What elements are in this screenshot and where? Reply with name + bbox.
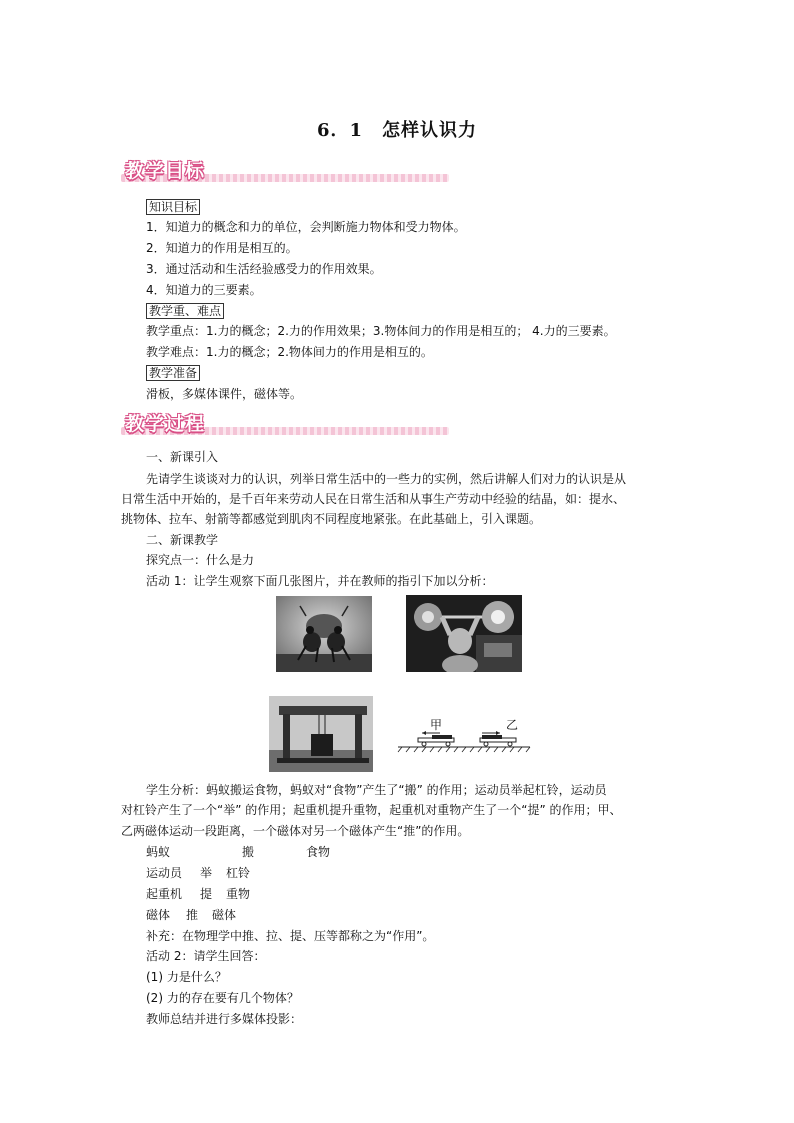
crane-photo (269, 696, 373, 772)
goal-item: 4．知道力的三要素。 (146, 283, 262, 297)
label-yi: 乙 (506, 718, 519, 732)
question-1: (1) 力是什么？ (146, 970, 227, 984)
intro-paragraph-line: 先请学生谈谈对力的认识，列举日常生活中的一些力的实例，然后讲解人们对力的认识是从 (146, 472, 627, 486)
key-heading: 教学重、难点 (146, 303, 224, 319)
ants-photo (276, 596, 372, 672)
analysis-line: 对杠铃产生了一个“举” 的作用；起重机提升重物，起重机对重物产生了一个“提” 的作用；甲、 (121, 803, 622, 817)
intro-paragraph-line: 日常生活中开始的，是千百年来劳动人民在日常生活和从事生产劳动中经验的结晶，如：提水、 (121, 492, 626, 506)
magnet-carts-figure (396, 712, 532, 756)
goal-item: 1．知道力的概念和力的单位，会判断施力物体和受力物体。 (146, 220, 466, 234)
analysis-line: 乙两磁体运动一段距离，一个磁体对另一个磁体产生“推”的作用。 (121, 824, 470, 838)
question-2: (2) 力的存在要有几个物体？ (146, 991, 299, 1005)
teacher-summary: 教师总结并进行多媒体投影： (146, 1012, 303, 1026)
banner-label: 教学过程 (125, 413, 206, 435)
goal-item: 2．知道力的作用是相互的。 (146, 241, 298, 255)
knowledge-heading: 知识目标 (146, 199, 200, 215)
pair-row: 运动员 举 杠铃 (146, 866, 251, 880)
analysis-line: 学生分析：蚂蚁搬运食物，蚂蚁对“食物”产生了“搬” 的作用；运动员举起杠铃，运动员 (146, 783, 607, 797)
key-point: 教学重点：1.力的概念；2.力的作用效果；3.物体间力的作用是相互的； 4.力的三要素。 (146, 324, 616, 338)
explore-point: 探究点一：什么是力 (146, 553, 255, 567)
activity-1: 活动 1：让学生观察下面几张图片，并在教师的指引下加以分析： (146, 574, 494, 588)
supplement: 补充：在物理学中推、拉、提、压等都称之为“作用”。 (146, 929, 435, 943)
section-banner-goals (121, 160, 449, 182)
page-title: 6．1 怎样认识力 (316, 120, 478, 141)
pair-row: 蚂蚁 搬 食物 (146, 845, 331, 859)
difficult-point: 教学难点：1.力的概念；2.物体间力的作用是相互的。 (146, 345, 433, 359)
weightlifter-photo (406, 595, 522, 672)
pair-row: 磁体 推 磁体 (146, 908, 237, 922)
pair-row: 起重机 提 重物 (146, 887, 251, 901)
intro-heading: 一、新课引入 (146, 450, 219, 464)
prep-text: 滑板，多媒体课件，磁体等。 (146, 387, 303, 401)
new-lesson-heading: 二、新课教学 (146, 533, 219, 547)
banner-label: 教学目标 (125, 160, 206, 182)
goal-item: 3．通过活动和生活经验感受力的作用效果。 (146, 262, 382, 276)
section-banner-process (121, 413, 449, 435)
activity-2: 活动 2：请学生回答： (146, 949, 266, 963)
label-jia: 甲 (430, 718, 443, 732)
intro-paragraph-line: 挑物体、拉车、射箭等都感觉到肌肉不同程度地紧张。在此基础上，引入课题。 (121, 512, 542, 526)
prep-heading: 教学准备 (146, 365, 200, 381)
